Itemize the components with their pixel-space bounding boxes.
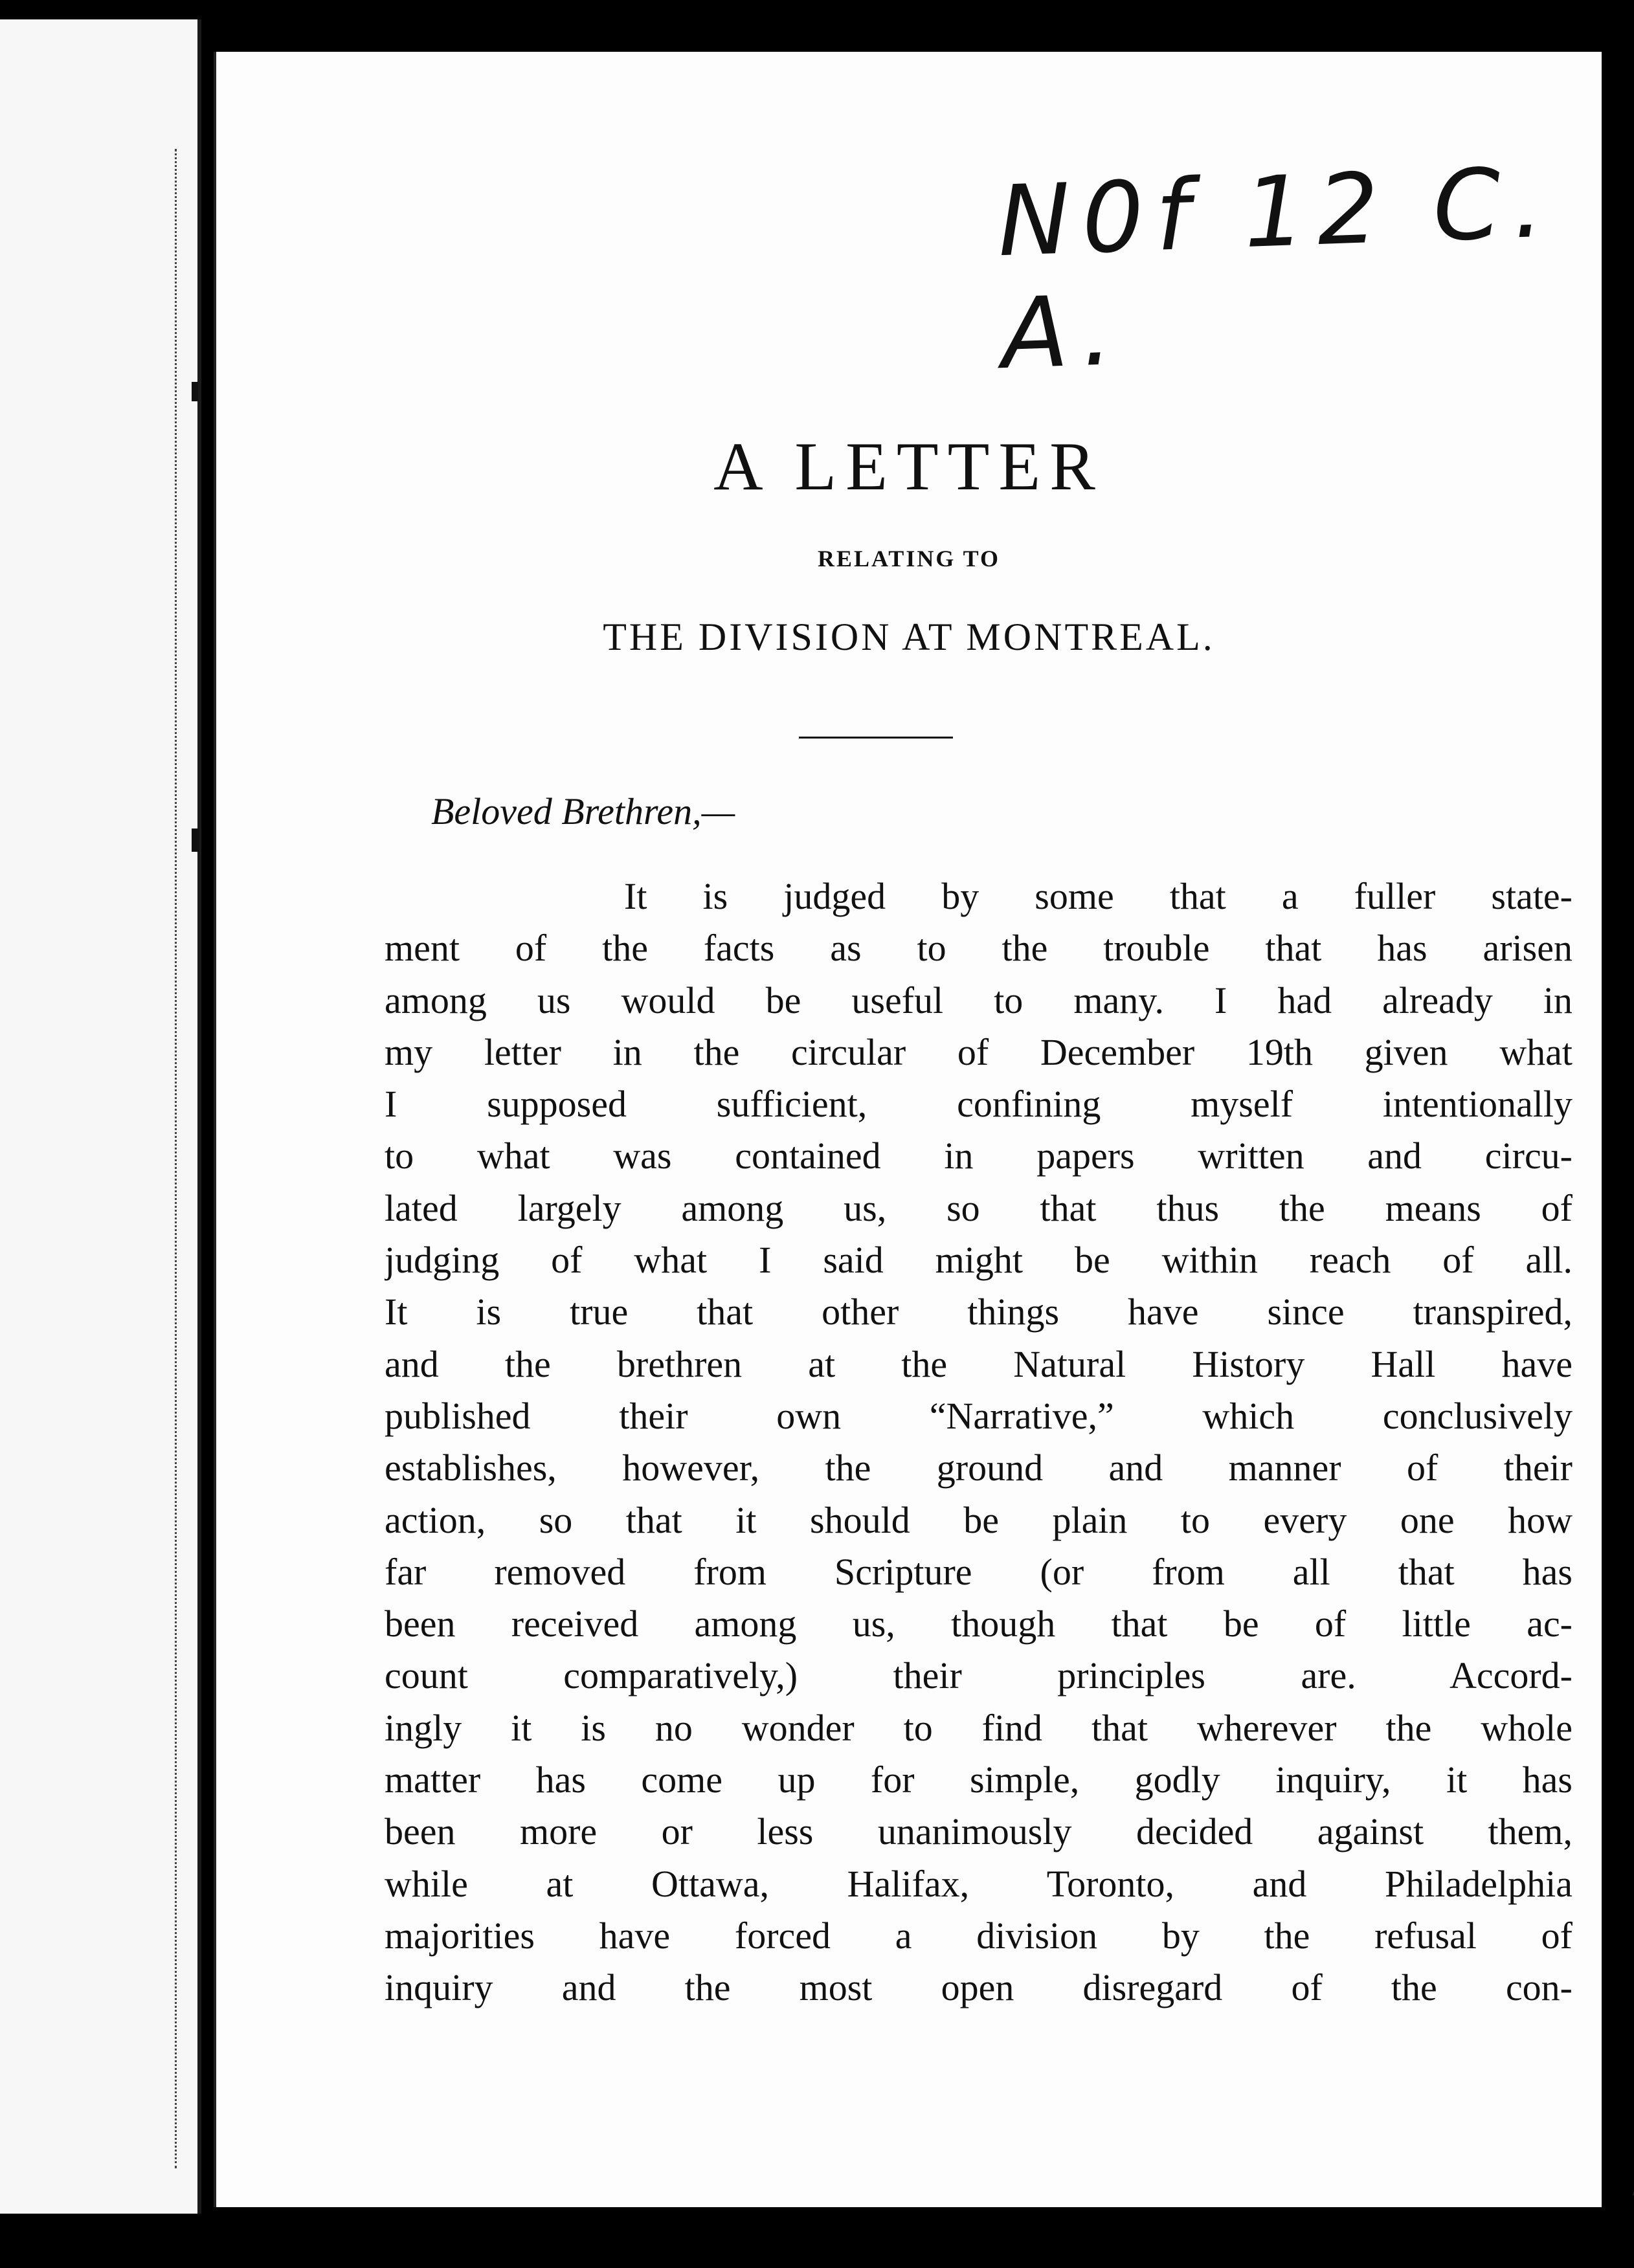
- binding-mark: [192, 382, 198, 401]
- page-title: A LETTER: [713, 428, 1104, 504]
- body-line: while at Ottawa, Halifax, Toronto, and Philadelphia: [385, 1862, 1572, 1905]
- body-line: been received among us, though that be of little ac-: [385, 1603, 1572, 1645]
- body-line: to what was contained in papers written and circu-: [385, 1135, 1572, 1177]
- body-line: my letter in the circular of December 19th given what: [385, 1030, 1572, 1073]
- body-line: been more or less unanimously decided against them,: [385, 1810, 1572, 1853]
- divider-rule: [799, 737, 953, 739]
- body-line: lated largely among us, so that thus the means of: [385, 1186, 1572, 1229]
- page-gutter: [175, 149, 188, 2168]
- body-line: ment of the facts as to the trouble that has arisen: [385, 927, 1572, 970]
- body-line: judging of what I said might be within reach of all.: [385, 1239, 1572, 1282]
- binding-mark: [192, 828, 199, 852]
- body-line: far removed from Scripture (or from all that has: [385, 1550, 1572, 1593]
- body-line: and the brethren at the Natural History Hall have: [385, 1342, 1572, 1385]
- body-line: I supposed sufficient, confining myself intentionally: [385, 1083, 1572, 1126]
- body-text: [385, 871, 1572, 2014]
- body-line: matter has come up for simple, godly inquiry, it has: [385, 1759, 1572, 1801]
- body-line: inquiry and the most open disregard of the con-: [385, 1966, 1572, 2009]
- body-line: It is judged by some that a fuller state-: [624, 875, 1572, 917]
- body-line: among us would be useful to many. I had already in: [385, 979, 1572, 1021]
- body-line: published their own “Narrative,” which conclusively: [385, 1394, 1572, 1437]
- handwritten-annotation: N0f 12 C. A.: [996, 146, 1557, 392]
- body-line: ingly it is no wonder to find that wherever the whole: [385, 1706, 1572, 1749]
- salutation: Beloved Brethren,—: [431, 790, 735, 832]
- body-line: action, so that it should be plain to every one how: [385, 1498, 1572, 1541]
- page-subtitle: RELATING TO: [817, 546, 1001, 572]
- body-line: establishes, however, the ground and manner of their: [385, 1447, 1572, 1489]
- body-line: majorities have forced a division by the refusal of: [385, 1914, 1572, 1957]
- folded-corner: [1628, 2052, 1634, 2201]
- previous-page-edge: [0, 19, 201, 2214]
- page-subject: THE DIVISION AT MONTREAL.: [603, 616, 1215, 658]
- body-line: count comparatively,) their principles are. Accord-: [385, 1654, 1572, 1697]
- body-line: It is true that other things have since transpired,: [385, 1291, 1572, 1333]
- document-page: [214, 52, 1602, 2207]
